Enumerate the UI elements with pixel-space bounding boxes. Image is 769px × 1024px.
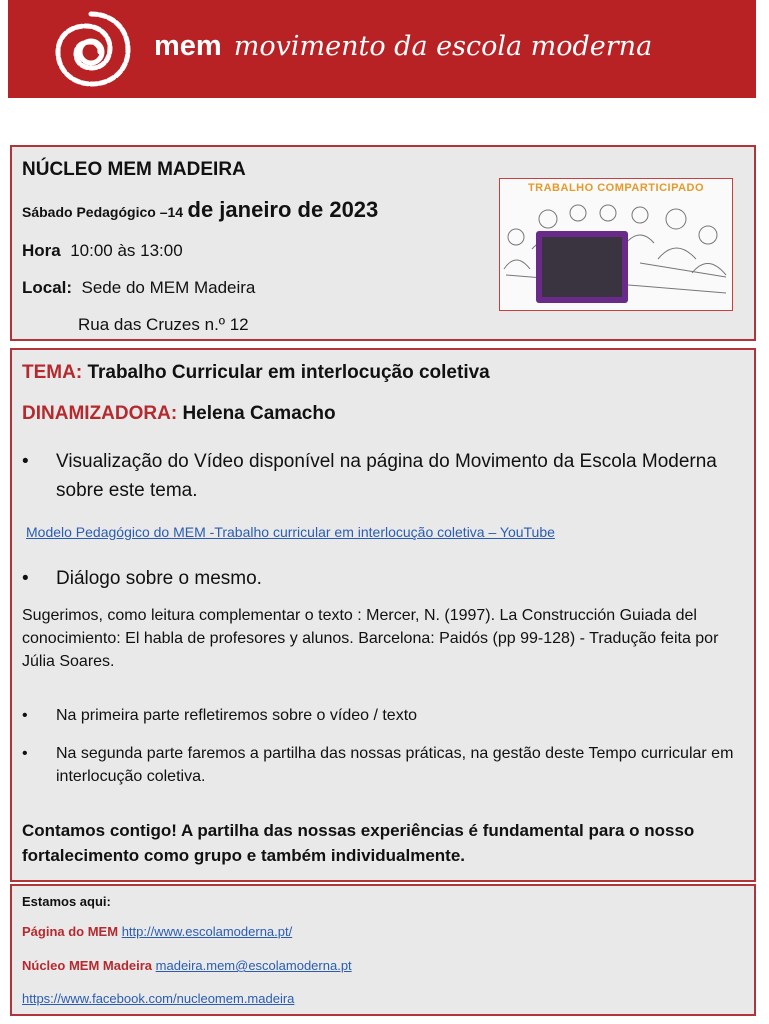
street-address: Rua das Cruzes n.º 12 xyxy=(78,315,249,334)
contacts-title: Estamos aqui: xyxy=(22,894,111,909)
video-link[interactable]: Modelo Pedagógico do MEM -Trabalho curricular em interlocução coletiva – YouTube xyxy=(26,524,555,540)
facebook-link[interactable]: https://www.facebook.com/nucleomem.madeira xyxy=(22,991,295,1006)
date-rest: de janeiro de 2023 xyxy=(187,197,379,222)
bullet-dialogo-text: Diálogo sobre o mesmo. xyxy=(56,568,262,589)
mem-page-label: Página do MEM xyxy=(22,924,119,939)
tema-line: TEMA: Trabalho Curricular em interlocução coletiva xyxy=(22,362,490,383)
tema-label: TEMA xyxy=(22,362,76,383)
local-value: Sede do MEM Madeira xyxy=(81,278,256,297)
content-box xyxy=(10,348,756,882)
hora-value: 10:00 às 13:00 xyxy=(70,241,183,260)
event-time xyxy=(22,241,183,261)
mem-spiral-logo-icon xyxy=(46,6,136,92)
sabado-prefix: Sábado Pedagógico –14 xyxy=(22,204,184,220)
event-location xyxy=(22,278,255,298)
bullet-dot-icon: • xyxy=(22,745,28,762)
mem-page-line xyxy=(22,924,292,939)
local-label: Local: xyxy=(22,278,73,297)
dinamizadora-value: Helena Camacho xyxy=(182,403,336,424)
bullet-parte2-text: Na segunda parte faremos a partilha das nossas práticas, na gestão deste Tempo curricular em interlocução coletiva. xyxy=(56,745,734,785)
illustration-image xyxy=(499,178,733,311)
contacts-box xyxy=(10,884,756,1016)
illustration-caption: TRABALHO COMPARTICIPADO xyxy=(527,182,705,194)
bullet-video-text: Visualização do Vídeo disponível na página do Movimento da Escola Moderna sobre este tema. xyxy=(56,451,717,501)
brand-text xyxy=(154,30,652,63)
bullet-parte1-text: Na primeira parte refletiremos sobre o vídeo / texto xyxy=(56,707,418,724)
nucleo-email-line xyxy=(22,958,352,973)
facebook-line xyxy=(22,991,294,1006)
hora-label: Hora xyxy=(22,241,61,260)
mem-page-link[interactable]: http://www.escolamoderna.pt/ xyxy=(121,924,293,939)
bullet-dot-icon: • xyxy=(22,568,29,589)
dinamizadora-label: DINAMIZADORA xyxy=(22,403,171,424)
brand-abbr: mem xyxy=(154,30,222,62)
video-frame-inner xyxy=(542,237,622,297)
nucleo-email-link[interactable]: madeira.mem@escolamoderna.pt xyxy=(155,958,352,973)
event-info-box xyxy=(10,145,756,341)
reading-suggestion: Sugerimos, como leitura complementar o texto : Mercer, N. (1997). La Construcción Guiada del conocimiento: El habla de profesores y alunos. Barcelona: Paidós (pp 99-128) - Tradução feita por Júlia Soares. xyxy=(22,607,719,670)
header-banner xyxy=(8,0,756,98)
closing-message: Contamos contigo! A partilha das nossas experiências é fundamental para o nosso fortalecimento como grupo e também individualmente. xyxy=(22,821,695,865)
event-date xyxy=(22,197,378,223)
nucleo-label: Núcleo MEM Madeira xyxy=(22,958,153,973)
nucleo-title: NÚCLEO MEM MADEIRA xyxy=(22,159,246,180)
video-frame xyxy=(536,231,628,303)
tema-value: Trabalho Curricular em interlocução coletiva xyxy=(87,362,490,383)
brand-full-name: movimento da escola moderna xyxy=(233,31,653,62)
bullet-dot-icon: • xyxy=(22,451,29,472)
bullet-dot-icon: • xyxy=(22,707,28,724)
dinamizadora-line: DINAMIZADORA: Helena Camacho xyxy=(22,403,336,424)
